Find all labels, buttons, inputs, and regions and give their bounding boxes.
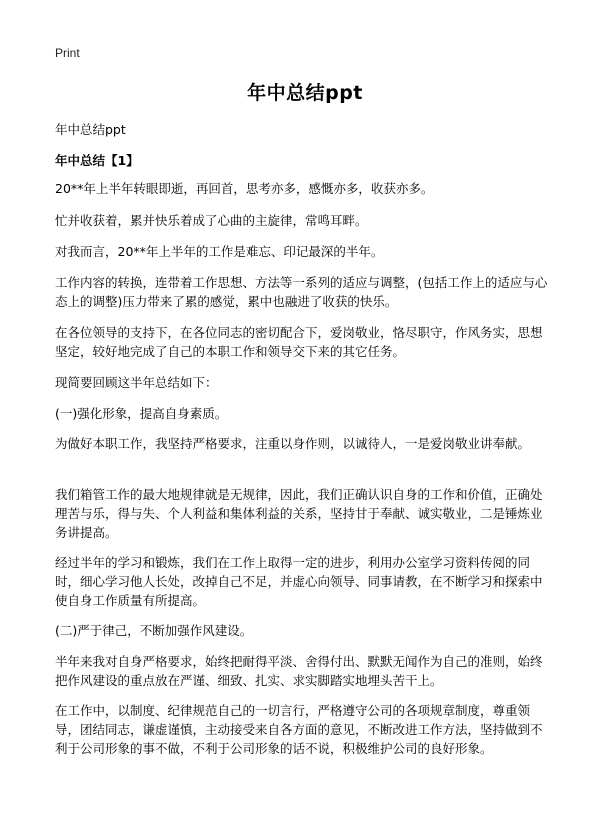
- paragraph-8: 为做好本职工作，我坚持严格要求，注重以身作则，以诚待人，一是爱岗敬业讲奉献。: [55, 436, 531, 451]
- paragraph-6: 现简要回顾这半年总结如下：: [55, 375, 218, 390]
- page-title: 年中总结ppt: [247, 82, 363, 104]
- paragraph-5: 在各位领导的支持下，在各位同志的密切配合下，爱岗敬业，恪尽职守，作风务实，思想坚定，较好地完成了自己的本职工作和领导交下来的其它任务。: [55, 325, 543, 359]
- paragraph-12: 半年来我对自身严格要求，始终把耐得平淡、舍得付出、默默无闻作为自己的准则，始终把作风建设的重点放在严谨、细致、扎实、求实脚踏实地埋头苦干上。: [55, 654, 543, 688]
- section-heading: 年中总结【1】: [55, 153, 139, 168]
- paragraph-1: 20**年上半年转眼即逝，再回首，思考亦多，感慨亦多，收获亦多。: [55, 181, 434, 196]
- document-subtitle: 年中总结ppt: [55, 122, 126, 137]
- print-link[interactable]: Print: [55, 46, 80, 60]
- paragraph-13: 在工作中，以制度、纪律规范自己的一切言行，严格遵守公司的各项规章制度，尊重领导，团结同志，谦虚谨慎，主动接受来自各方面的意见，不断改进工作方法，坚持做到不利于公司形象的事不做，不利于公司形象的话不说，积极维护公司的良好形象。: [55, 703, 543, 756]
- paragraph-10: 经过半年的学习和锻炼，我们在工作上取得一定的进步，利用办公室学习资料传阅的同时，细心学习他人长处，改掉自己不足，并虚心向领导、同事请教，在不断学习和探索中使自身工作质量有所提高。: [55, 555, 543, 608]
- paragraph-4: 工作内容的转换，连带着工作思想、方法等一系列的适应与调整，(包括工作上的适应与心态上的调整)压力带来了累的感觉，累中也融进了收获的快乐。: [55, 275, 548, 309]
- paragraph-7: (一)强化形象，提高自身素质。: [55, 406, 228, 421]
- paragraph-2: 忙并收获着，累并快乐着成了心曲的主旋律，常鸣耳畔。: [55, 213, 368, 228]
- paragraph-11: (二)严于律己，不断加强作风建设。: [55, 623, 253, 638]
- paragraph-9: 我们箱管工作的最大地规律就是无规律，因此，我们正确认识自身的工作和价值，正确处理苦与乐，得与失、个人利益和集体利益的关系，坚持甘于奉献、诚实敬业，二是锤炼业务讲提高。: [55, 487, 543, 540]
- paragraph-3: 对我而言，20**年上半年的工作是难忘、印记最深的半年。: [55, 244, 384, 259]
